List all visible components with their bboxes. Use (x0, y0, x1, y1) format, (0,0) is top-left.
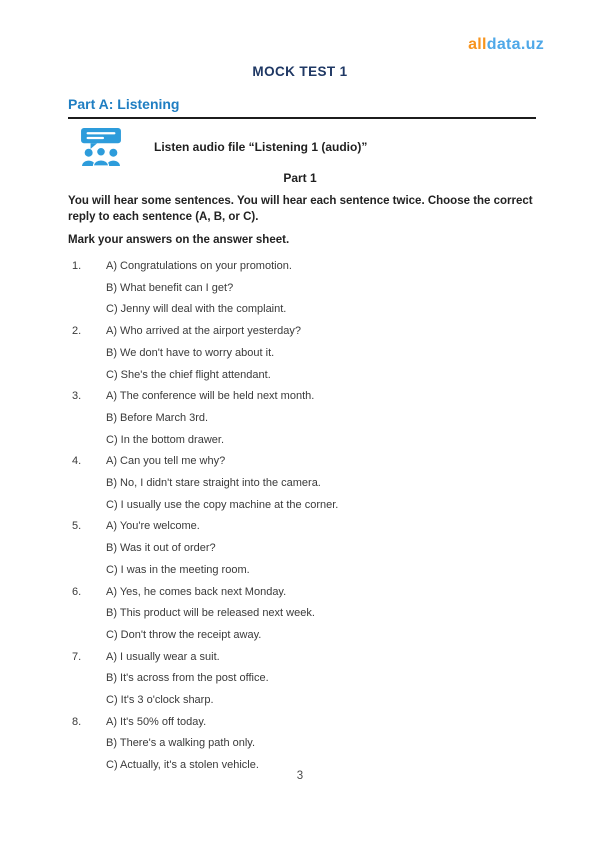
option-c: C) Jenny will deal with the complaint. (106, 303, 287, 316)
logo-part-all: all (468, 36, 487, 53)
part-1-title: Part 1 (283, 171, 317, 185)
question-options (106, 647, 536, 712)
question-item-5 (68, 516, 536, 581)
option-b: B) Before March 3rd. (106, 411, 209, 424)
option-a: A) Congratulations on your promotion. (106, 260, 292, 272)
question-number: 3. (72, 390, 82, 403)
question-options (106, 582, 536, 647)
question-number: 8. (72, 715, 82, 728)
question-item-2 (68, 321, 536, 386)
audio-instruction-row (68, 126, 536, 168)
option-a: A) Who arrived at the airport yesterday? (106, 325, 302, 338)
question-number: 5. (72, 520, 82, 533)
question-item-8 (68, 712, 536, 777)
question-options (106, 256, 536, 321)
option-c: C) Don't throw the receipt away. (106, 628, 262, 641)
site-logo (0, 36, 544, 54)
option-a: A) I usually wear a suit. (106, 650, 220, 663)
question-item-3 (68, 386, 536, 451)
option-b: B) This product will be released next week. (106, 607, 315, 620)
audience-speech-bubble-icon (80, 128, 122, 166)
questions-list (68, 256, 536, 777)
logo-part-data-uz: data.uz (486, 36, 544, 53)
question-options (106, 516, 536, 581)
option-c: C) In the bottom drawer. (106, 433, 224, 446)
question-number: 4. (72, 455, 82, 468)
option-b: B) Was it out of order? (106, 542, 216, 555)
option-a: A) Can you tell me why? (106, 455, 226, 468)
option-c: C) I usually use the copy machine at the corner. (106, 498, 339, 511)
question-number: 1. (72, 260, 82, 272)
option-b: B) We don't have to worry about it. (106, 346, 275, 359)
question-options (106, 386, 536, 451)
option-c: C) She's the chief flight attendant. (106, 368, 271, 381)
question-options (106, 451, 536, 516)
option-b: B) What benefit can I get? (106, 281, 234, 294)
question-options (106, 321, 536, 386)
page-number: 3 (296, 770, 304, 782)
document-title: MOCK TEST 1 (252, 64, 348, 79)
question-number: 6. (72, 585, 82, 598)
question-item-4 (68, 451, 536, 516)
question-item-6 (68, 582, 536, 647)
question-item-1 (68, 256, 536, 321)
question-number: 2. (72, 325, 82, 338)
option-b: B) It's across from the post office. (106, 672, 269, 685)
option-a: A) It's 50% off today. (106, 715, 207, 728)
option-c: C) I was in the meeting room. (106, 563, 250, 576)
option-a: A) The conference will be held next month. (106, 390, 315, 403)
mark-answers-line: Mark your answers on the answer sheet. (68, 234, 290, 246)
option-a: A) Yes, he comes back next Monday. (106, 585, 287, 598)
question-options (106, 712, 536, 777)
option-c: C) Actually, it's a stolen vehicle. (106, 759, 259, 772)
audio-file-label: Listen audio file “Listening 1 (audio)” (154, 140, 368, 154)
option-c: C) It's 3 o'clock sharp. (106, 694, 214, 707)
question-item-7 (68, 647, 536, 712)
question-number: 7. (72, 650, 82, 663)
instructions-paragraph: You will hear some sentences. You will hear each sentence twice. Choose the correct reply to each sentence (A, B, or C). (68, 195, 533, 223)
section-heading-part-a: Part A: Listening (68, 96, 536, 119)
option-b: B) No, I didn't stare straight into the camera. (106, 477, 321, 490)
option-a: A) You're welcome. (106, 520, 200, 533)
option-b: B) There's a walking path only. (106, 737, 256, 750)
